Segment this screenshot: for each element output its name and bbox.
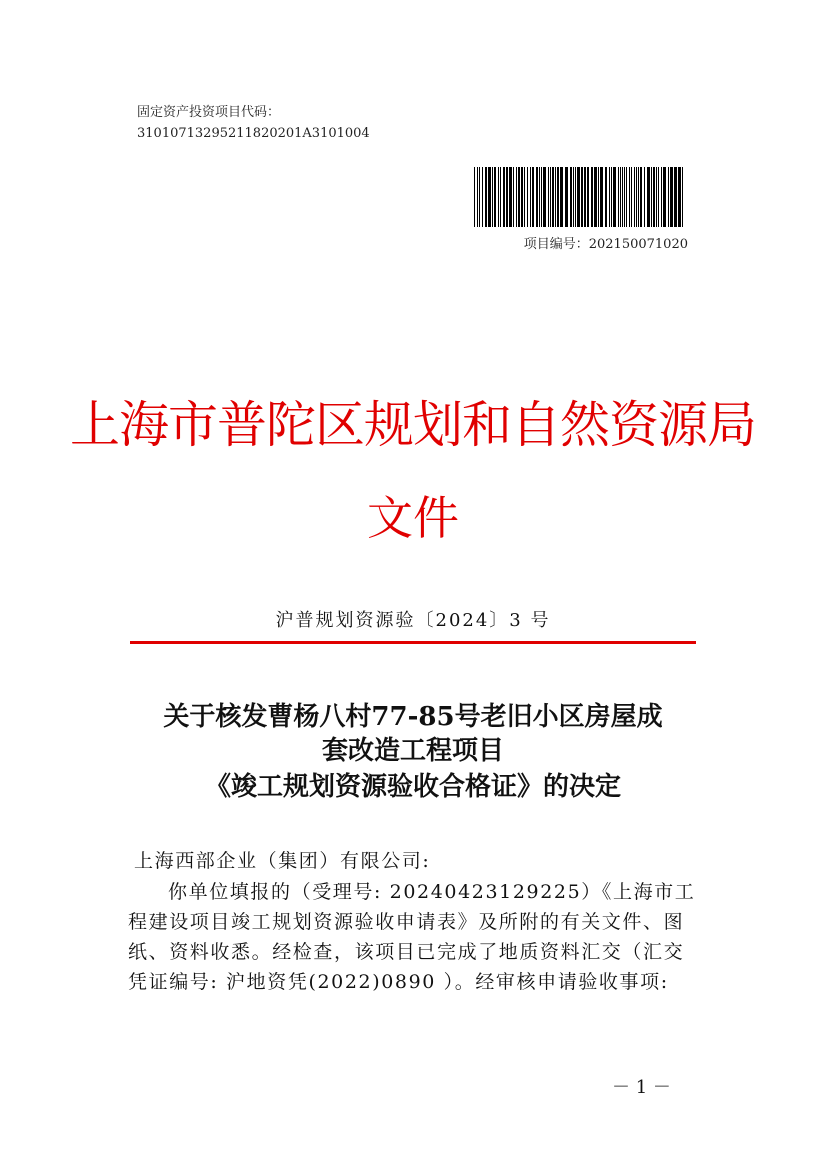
page-number: － 1 － — [612, 1077, 671, 1098]
barcode-bar — [485, 167, 487, 227]
barcode-bar — [613, 167, 616, 227]
barcode-bar — [600, 167, 603, 227]
barcode-icon — [472, 167, 688, 227]
barcode-bar — [565, 167, 568, 227]
barcode-bar — [653, 167, 655, 227]
barcode-bar — [503, 167, 505, 227]
barcode-bar — [631, 167, 632, 227]
barcode-bar — [626, 167, 627, 227]
barcode-bar — [609, 167, 610, 227]
barcode-bar — [618, 167, 619, 227]
barcode-bar — [611, 167, 612, 227]
barcode-bar — [663, 167, 666, 227]
barcode-bar — [577, 167, 580, 227]
barcode-bar — [477, 167, 478, 227]
barcode-bar — [536, 167, 538, 227]
barcode-bar — [479, 167, 480, 227]
document-number: 沪普规划资源验〔2024〕3 号 — [275, 610, 551, 631]
barcode-bar — [661, 167, 662, 227]
barcode-bar — [622, 167, 623, 227]
barcode-bar — [482, 167, 483, 227]
document-heading-line-2: 套改造工程项目 — [321, 736, 504, 766]
barcode-bar — [638, 167, 639, 227]
barcode-bar — [552, 167, 554, 227]
barcode-bar — [587, 167, 589, 227]
investment-code-label: 固定资产投资项目代码： — [137, 105, 281, 120]
barcode-bar — [539, 167, 540, 227]
body-paragraph-text: 你单位填报的（受理号: 20240423129225）《上海市工程建设项目竣工规划资源验收申请表》及所附的有关文件、图纸、资料收悉。经检查，该项目已完成了地质资料汇交（汇交凭证编号: 沪地资凭(2022)0890 ）。经审核申请验收事项: — [128, 881, 696, 993]
investment-code-value: 31010713295211820201A3101004 — [137, 126, 370, 141]
barcode-bar — [605, 167, 607, 227]
barcode-bar — [598, 167, 599, 227]
recipient-line: 上海西部企业（集团）有限公司: — [134, 850, 431, 872]
barcode-bar — [636, 167, 637, 227]
red-divider — [130, 641, 696, 644]
barcode-bar — [651, 167, 652, 227]
barcode-bar — [575, 167, 576, 227]
body-paragraph — [128, 877, 702, 997]
barcode-bar — [509, 167, 512, 227]
barcode-bar — [584, 167, 586, 227]
barcode-bar — [570, 167, 572, 227]
barcode-bar — [548, 167, 549, 227]
barcode-bar — [513, 167, 514, 227]
barcode-bar — [674, 167, 677, 227]
barcode-bar — [555, 167, 556, 227]
barcode-bar — [581, 167, 583, 227]
barcode-bar — [530, 167, 531, 227]
barcode-bar — [521, 167, 523, 227]
barcode-bar — [494, 167, 496, 227]
barcode-bar — [644, 167, 645, 227]
barcode-bar — [678, 167, 681, 227]
barcode-bar — [516, 167, 517, 227]
barcode-bar — [550, 167, 551, 227]
barcode-bar — [640, 167, 642, 227]
barcode-bar — [624, 167, 625, 227]
barcode-bar — [506, 167, 508, 227]
barcode-bar — [532, 167, 534, 227]
barcode-bar — [498, 167, 499, 227]
barcode-bar — [524, 167, 525, 227]
barcode-bar — [591, 167, 593, 227]
barcode-bar — [668, 167, 669, 227]
barcode-bar — [500, 167, 501, 227]
project-number: 项目编号：202150071020 — [523, 237, 688, 252]
barcode-bar — [658, 167, 659, 227]
barcode-bar — [474, 167, 475, 227]
barcode-bar — [492, 167, 493, 227]
barcode-bar — [541, 167, 542, 227]
barcode-bar — [488, 167, 491, 227]
barcode-bar — [543, 167, 546, 227]
barcode-bar — [557, 167, 559, 227]
barcode-bar — [594, 167, 597, 227]
barcode-bar — [527, 167, 528, 227]
issuing-authority-title: 上海市普陀区规划和自然资源局 — [70, 396, 756, 454]
barcode-bar — [670, 167, 673, 227]
barcode-bar — [647, 167, 650, 227]
barcode-bar — [518, 167, 520, 227]
document-heading-line-1: 关于核发曹杨八村77-85号老旧小区房屋成 — [163, 702, 663, 732]
barcode-bar — [656, 167, 657, 227]
barcode-bar — [573, 167, 574, 227]
barcode-bar — [620, 167, 621, 227]
barcode-bar — [634, 167, 635, 227]
barcode-bar — [682, 167, 683, 227]
document-heading-line-3: 《竣工规划资源验收合格证》的决定 — [204, 772, 621, 802]
barcode-bar — [560, 167, 563, 227]
barcode-bar — [629, 167, 630, 227]
document-type-title: 文件 — [367, 491, 459, 545]
